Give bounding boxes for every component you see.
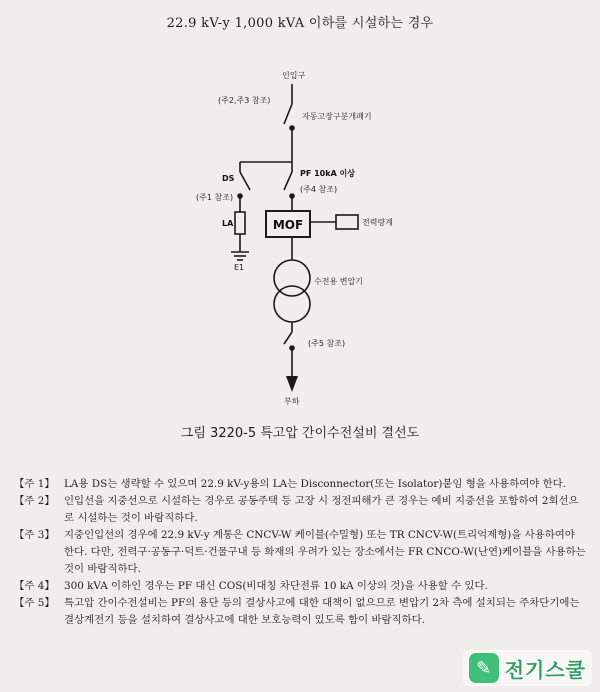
note-key: 【주 1】	[14, 478, 55, 490]
ds-contact	[238, 194, 242, 198]
label-incoming: 인입구	[282, 71, 306, 80]
label-auto-switch: 자동고장구분개폐기	[302, 112, 372, 121]
label-note5-ref: (주5 참조)	[308, 339, 346, 348]
label-transformer: 수전용 변압기	[314, 277, 363, 286]
label-meter: 전력량계	[362, 218, 393, 227]
label-load: 부하	[284, 397, 300, 406]
note-item	[14, 476, 586, 493]
note-key: 【주 3】	[14, 529, 55, 541]
label-pf: PF 10kA 이상	[300, 169, 355, 178]
notes-list	[14, 476, 586, 629]
label-note23-ref: (주2,주3 참조)	[218, 96, 271, 105]
note-item	[14, 595, 586, 629]
note-text: 인입선을 지중선으로 시설하는 경우로 공동주택 등 고장 시 정전피해가 큰 경우는 예비 지중선을 포함하여 2회선으로 시설하는 것이 바람직하다.	[64, 495, 579, 524]
watermark-text: 전기스쿨	[504, 657, 586, 682]
note-text: 특고압 간이수전설비는 PF의 용단 등의 결상사고에 대한 대책이 없으므로 변압기 2차 측에 설치되는 주차단기에는 결상계전기 등을 설치하여 결상사고에 대한 보호능력이 있도록 함이 바람직하다.	[64, 597, 580, 626]
note5-break	[284, 332, 292, 344]
label-mof: MOF	[272, 218, 304, 232]
label-ds: DS	[222, 174, 235, 183]
page-title: 22.9 kV-y 1,000 kVA 이하를 시설하는 경우	[166, 16, 434, 31]
pf-blade	[284, 172, 292, 190]
note5-contact	[290, 346, 294, 350]
note-key: 【주 4】	[14, 580, 55, 592]
note-key: 【주 5】	[14, 597, 55, 609]
note-item	[14, 527, 586, 578]
note-item	[14, 578, 586, 595]
figure-caption: 그림 3220-5 특고압 간이수전설비 결선도	[180, 426, 420, 441]
label-la: LA	[222, 219, 234, 228]
note-item	[14, 493, 586, 527]
meter-box	[336, 215, 358, 229]
note-text: 300 kVA 이하인 경우는 PF 대신 COS(비대칭 차단전류 10 kA 이상의 것)을 사용할 수 있다.	[64, 580, 488, 592]
load-arrow-icon	[286, 376, 298, 392]
auto-switch-blade	[284, 104, 292, 124]
ds-blade	[240, 172, 250, 190]
label-note1-ref: (주1 참조)	[196, 193, 234, 202]
la-arrester	[235, 212, 245, 234]
label-e1: E1	[234, 263, 245, 272]
watermark	[463, 650, 592, 686]
transformer-secondary-winding	[274, 286, 310, 322]
label-note4-ref: (주4 참조)	[300, 185, 338, 194]
auto-switch-contact	[290, 126, 294, 130]
note-key: 【주 2】	[14, 495, 55, 507]
note-text: 지중인입선의 경우에 22.9 kV-y 계통은 CNCV-W 케이블(수밀형) 또는 TR CNCV-W(트리억제형)을 사용하여야 한다. 다만, 전력구·공동구·덕트·건물구내 등 화재의 우려가 있는 장소에서는 FR CNCO-W(난연)케이블을 사용하는 것이 바람직하다.	[64, 529, 586, 575]
pf-contact	[290, 194, 294, 198]
logo-icon: ✎	[469, 653, 499, 683]
note-text: LA용 DS는 생략할 수 있으며 22.9 kV-y용의 LA는 Disconnector(또는 Isolator)붙임 형을 사용하여야 한다.	[64, 478, 567, 490]
